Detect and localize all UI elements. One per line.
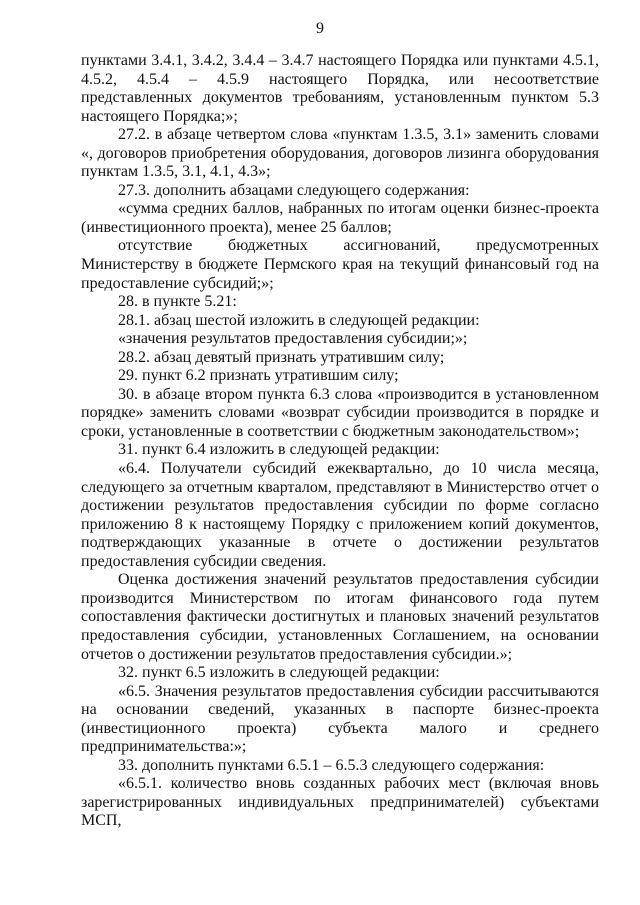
- paragraph: 33. дополнить пунктами 6.5.1 – 6.5.3 следующего содержания:: [118, 756, 545, 774]
- paragraph: 31. пункт 6.4 изложить в следующей редакции:: [118, 441, 440, 459]
- paragraph: 27.3. дополнить абзацами следующего содержания:: [118, 181, 470, 199]
- paragraph: 28.1. абзац шестой изложить в следующей редакции:: [118, 311, 480, 329]
- paragraph: «6.4. Получатели субсидий ежеквартально, до 10 числа месяца, следующего за отчетным кварталом, представляют в Министерство отчет о достижении результатов предоставления субсидии по форме согласно приложению 8 к настоящему Порядку с приложением копий документов, подтверждающих указанные в отчете о достижении результатов предоставления субсидии сведения.: [81, 460, 599, 570]
- paragraph: «6.5.1. количество вновь созданных рабочих мест (включая вновь зарегистрированных индивидуальных предпринимателей) субъектами МСП,: [81, 775, 599, 830]
- paragraph: «сумма средних баллов, набранных по итогам оценки бизнес-проекта (инвестиционного проекта), менее 25 баллов;: [81, 200, 599, 236]
- paragraph: «6.5. Значения результатов предоставления субсидии рассчитываются на основании сведений, указанных в паспорте бизнес-проекта (инвестиционного проекта) субъекта малого и среднего предпринимательства:»;: [81, 682, 599, 756]
- paragraph: отсутствие бюджетных ассигнований, предусмотренных Министерству в бюджете Пермского края на текущий финансовый год на предоставление субсидий;»;: [81, 237, 599, 292]
- paragraph: 29. пункт 6.2 признать утратившим силу;: [118, 367, 399, 385]
- paragraph: Оценка достижения значений результатов предоставления субсидии производится Министерством по итогам финансового года путем сопоставления фактически достигнутых и плановых значений результатов предоставления субсидии, установленных Соглашением, на основании отчетов о достижении результатов предоставления субсидии.»;: [81, 571, 599, 663]
- document-body: [81, 52, 599, 831]
- paragraph: 30. в абзаце втором пункта 6.3 слова «производится в установленном порядке» заменить словами «возврат субсидии производится в порядке и сроки, установленные в соответствии с бюджетным законодательством»;: [81, 385, 599, 440]
- paragraph: 28.2. абзац девятый признать утратившим силу;: [118, 348, 445, 366]
- paragraph: 27.2. в абзаце четвертом слова «пунктам 1.3.5, 3.1» заменить словами «, договоров приобретения оборудования, договоров лизинга оборудования пунктам 1.3.5, 3.1, 4.1, 4.3»;: [81, 126, 599, 181]
- paragraph: 28. в пункте 5.21:: [118, 293, 237, 311]
- page-number: 9: [316, 20, 324, 37]
- paragraph: «значения результатов предоставления субсидии;»;: [118, 330, 468, 348]
- paragraph: пунктами 3.4.1, 3.4.2, 3.4.4 – 3.4.7 настоящего Порядка или пунктами 4.5.1, 4.5.2, 4.5.4 – 4.5.9 настоящего Порядка, или несоответствие представленных документов требованиям, установленным пунктом 5.3 настоящего Порядка;»;: [81, 52, 599, 125]
- paragraph: 32. пункт 6.5 изложить в следующей редакции:: [118, 664, 440, 682]
